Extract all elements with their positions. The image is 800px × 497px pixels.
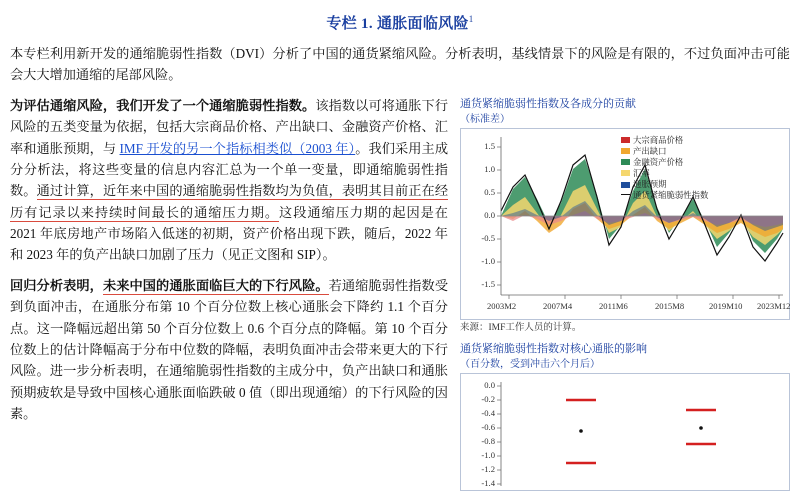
chart1-legend-item-1 bbox=[621, 146, 708, 157]
right-figure-column bbox=[460, 95, 790, 497]
chart2-subtitle: （百分数，受到冲击六个月后） bbox=[460, 358, 600, 370]
two-column-layout bbox=[10, 95, 790, 497]
chart1-ytick-5: -0.5 bbox=[481, 232, 495, 243]
chart2-estimate-1 bbox=[579, 429, 583, 433]
chart1-legend-item-4 bbox=[621, 179, 708, 190]
chart1-xtick-1: 2003M2 bbox=[487, 300, 517, 311]
chart2-ytick-8: -1.4 bbox=[481, 477, 495, 488]
page-title bbox=[10, 12, 790, 33]
chart2-title: 通货紧缩脆弱性指数对核心通胀的影响 bbox=[460, 342, 647, 355]
chart2-estimate-2 bbox=[699, 426, 703, 430]
chart2-ytick-6: -1.0 bbox=[481, 449, 495, 460]
chart1-ytick-2: 1.0 bbox=[484, 163, 495, 174]
legend-swatch-icon bbox=[621, 159, 630, 165]
chart2-ytick-4: -0.6 bbox=[481, 421, 495, 432]
chart2-svg bbox=[461, 374, 791, 492]
chart1-xtick-2: 2007M4 bbox=[543, 300, 573, 311]
chart1-legend-item-0 bbox=[621, 135, 708, 146]
chart-dvi-impact bbox=[460, 342, 790, 491]
chart2-ytick-7: -1.2 bbox=[481, 463, 495, 474]
page-title-footnote: 1 bbox=[468, 14, 474, 24]
left-text-column bbox=[10, 95, 448, 434]
chart1-plot-area bbox=[460, 128, 790, 320]
chart1-xtick-6: 2023M12 bbox=[757, 300, 791, 311]
chart1-ytick-7: -1.5 bbox=[481, 278, 495, 289]
legend-swatch-icon bbox=[621, 170, 630, 176]
paragraph-3-text-1: 若通缩脆弱性指数受到负面冲击，在通胀分布第 10 个百分位数上核心通胀会下降约 1.1 个百分点。这一降幅远超出第 50 个百分位数上 0.6 个百分点的降幅。第 10 个百分位数上的估计降幅高于分布中位数的降幅，表明负面冲击会带来更大的下行风险。进一步分析表明，在通缩脆弱性指数的主成分中，负产出缺口和通胀预期疲软是导致中国核心通胀面临跌破 0 值（即出现通缩）的下行风险的因素。 bbox=[10, 277, 449, 421]
imf-reference-link[interactable]: IMF 开发的另一个指标相类似（2003 年） bbox=[119, 140, 356, 156]
chart1-ytick-4: 0.0 bbox=[484, 209, 495, 220]
chart2-plot-area bbox=[460, 373, 790, 491]
paragraph-2-text-1: 该指数以可将通胀下行风险的五类变量为依据，包括大宗商品价格、产出缺口、金融资产价格、汇率和通胀预期，与 bbox=[10, 97, 449, 156]
chart1-ytick-6: -1.0 bbox=[481, 255, 495, 266]
chart2-ytick-5: -0.8 bbox=[481, 435, 495, 446]
chart2-ytick-1: 0.0 bbox=[484, 379, 495, 390]
chart1-source-note: 来源：IMF工作人员的计算。 bbox=[460, 322, 582, 333]
legend-swatch-icon bbox=[621, 137, 630, 143]
chart1-legend-item-5 bbox=[621, 190, 708, 201]
chart-dvi-contributions bbox=[460, 97, 790, 334]
chart1-legend-label-0: 大宗商品价格 bbox=[633, 135, 684, 145]
legend-swatch-icon bbox=[621, 182, 630, 188]
chart2-ytick-2: -0.2 bbox=[481, 393, 495, 404]
paragraph-3-lead: 回归分析表明， bbox=[10, 277, 103, 293]
chart1-legend-item-2 bbox=[621, 157, 708, 168]
intro-paragraph: 本专栏利用新开发的通缩脆弱性指数（DVI）分析了中国的通货紧缩风险。分析表明，基线情景下的风险是有限的，不过负面冲击可能会大大增加通缩的尾部风险。 bbox=[10, 46, 790, 83]
chart1-legend-label-5: 通货紧缩脆弱性指数 bbox=[633, 191, 709, 201]
chart1-xtick-5: 2019M10 bbox=[709, 300, 743, 311]
paragraph-3-highlight: 未来中国的通胀面临巨大的下行风险。 bbox=[102, 277, 329, 293]
chart1-legend-label-1: 产出缺口 bbox=[633, 146, 667, 156]
paragraph-2-text-2: 。我们采用主成分分析法，将这些变量的信息内容汇总为一个单一变量，即通缩脆弱性指数。 bbox=[10, 140, 449, 199]
chart1-legend-label-4: 通胀预期 bbox=[633, 179, 667, 189]
paragraph-2-text-3: 这段通缩压力期的起因是在 2021 年底房地产市场陷入低迷的初期，资产价格出现下跌，随后，2022 年和 2023 年的负产出缺口加剧了压力（见正文图和 SIP）。 bbox=[10, 204, 448, 263]
chart1-ytick-3: 0.5 bbox=[484, 186, 495, 197]
legend-line-icon bbox=[621, 194, 630, 195]
paragraph-2-highlight: 通过计算，近年来中国的通缩脆弱性指数均为负值，表明其目前正在经历有记录以来持续时间最长的通缩压力期。 bbox=[10, 183, 449, 220]
paragraph-regression-analysis bbox=[10, 275, 448, 425]
paragraph-dvi-construction bbox=[10, 95, 448, 266]
chart1-legend-item-3 bbox=[621, 168, 708, 179]
chart1-legend-label-3: 汇率 bbox=[633, 168, 650, 178]
chart1-xtick-3: 2011M6 bbox=[599, 300, 628, 311]
chart1-legend-label-2: 金融资产价格 bbox=[633, 157, 684, 167]
chart1-legend bbox=[621, 135, 708, 202]
chart1-title: 通货紧缩脆弱性指数及各成分的贡献 bbox=[460, 97, 636, 110]
legend-swatch-icon bbox=[621, 148, 630, 154]
paragraph-2-lead: 为评估通缩风险，我们开发了一个通缩脆弱性指数。 bbox=[10, 97, 316, 113]
page-title-text: 专栏 1. 通胀面临风险 bbox=[326, 16, 469, 32]
chart1-ytick-1: 1.5 bbox=[484, 140, 495, 151]
chart1-subtitle: （标准差） bbox=[460, 113, 510, 125]
chart1-xtick-4: 2015M8 bbox=[655, 300, 685, 311]
chart2-ytick-3: -0.4 bbox=[481, 407, 495, 418]
